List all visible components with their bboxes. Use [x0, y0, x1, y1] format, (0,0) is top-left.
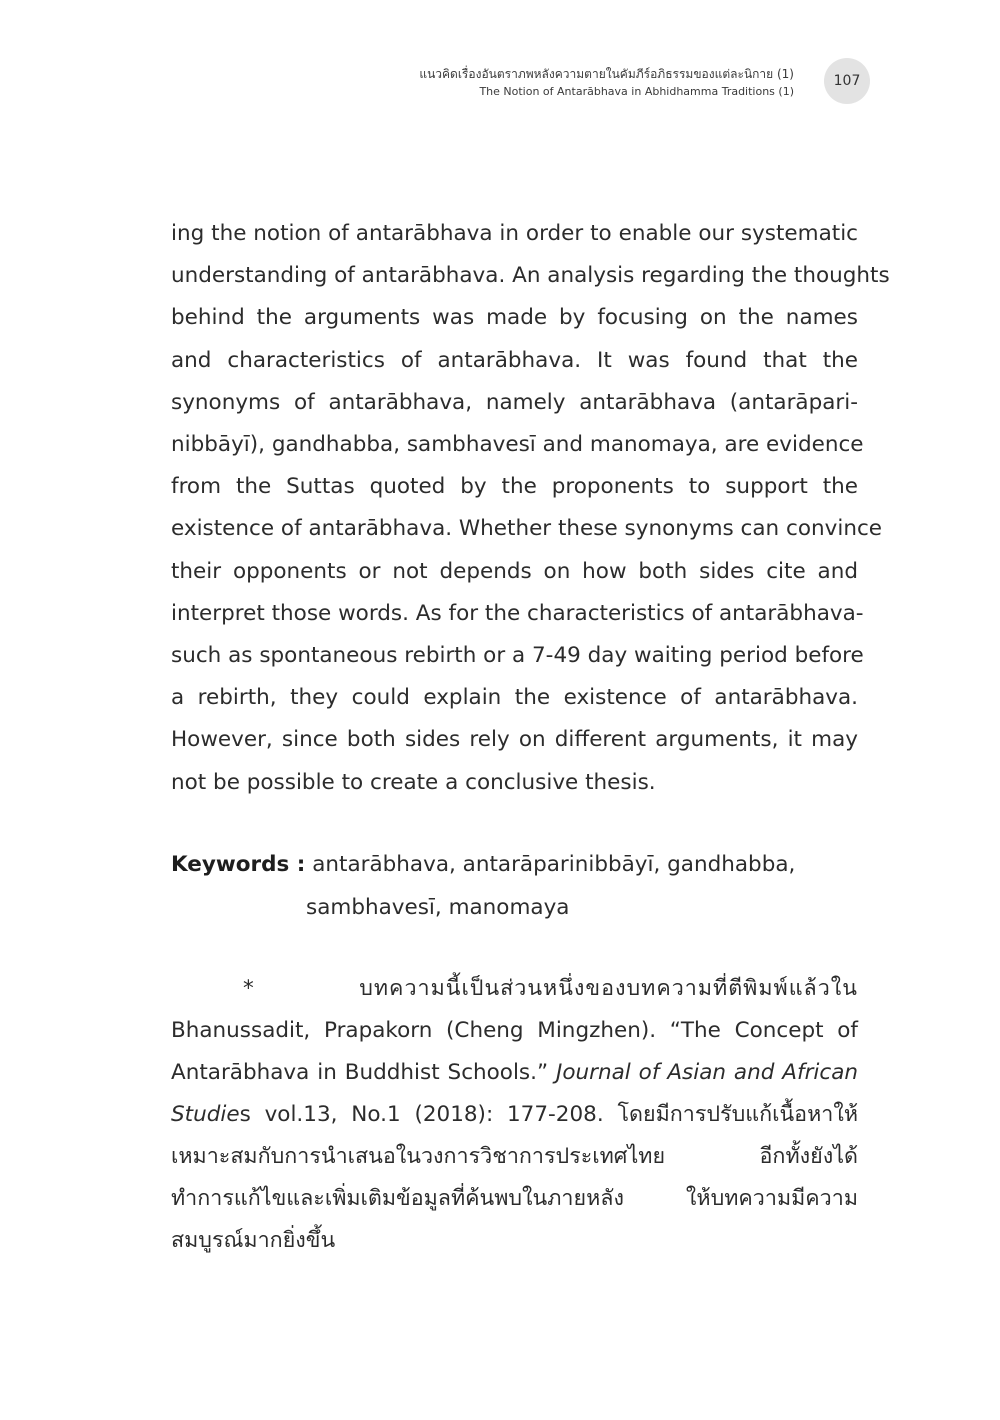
footnote-line: [171, 1094, 858, 1136]
abstract-line: their opponents or not depends on how both sides cite and: [171, 558, 858, 584]
abstract-line: However, since both sides rely on different arguments, it may: [171, 727, 858, 753]
footnote: [171, 968, 858, 1262]
keywords-list-line-1: antarābhava, antarāparinibbāyī, gandhabba,: [312, 852, 796, 877]
abstract-line: nibbāyī), gandhabba, sambhavesī and manomaya, are evidence: [171, 432, 864, 458]
keywords-row: [171, 843, 858, 886]
journal-title-italic: Journal of Asian and African: [556, 1060, 858, 1085]
abstract-line: a rebirth, they could explain the existence of antarābhava.: [171, 685, 858, 711]
keywords-label: Keywords :: [171, 852, 306, 877]
footnote-line: สมบูรณ์มากยิ่งขึ้น: [171, 1228, 336, 1253]
abstract-line: such as spontaneous rebirth or a 7-49 day waiting period before: [171, 643, 864, 669]
abstract-line: behind the arguments was made by focusing on the names: [171, 305, 858, 331]
abstract-line: synonyms of antarābhava, namely antarābhava (antarāpari-: [171, 389, 858, 415]
journal-title-italic: Studie: [171, 1102, 240, 1127]
running-header-title-thai: แนวคิดเรื่องอันตราภพหลังความตายในคัมภีร์อภิธรรมของแต่ละนิกาย (1): [419, 67, 794, 81]
footnote-citation-text: Antarābhava in Buddhist Schools.”: [171, 1060, 557, 1085]
abstract-line: and characteristics of antarābhava. It was found that the: [171, 347, 858, 373]
abstract-line: from the Suttas quoted by the proponents to support the: [171, 474, 858, 500]
footnote-line: ทำการแก้ไขและเพิ่มเติมข้อมูลที่ค้นพบในภายหลัง ให้บทความมีความ: [171, 1186, 858, 1211]
abstract-paragraph: [171, 213, 890, 804]
abstract-line: ing the notion of antarābhava in order to enable our systematic: [171, 221, 858, 246]
footnote-line: * บทความนี้เป็นส่วนหนึ่งของบทความที่ตีพิมพ์แล้วใน: [243, 976, 858, 1001]
running-header: [419, 66, 794, 100]
keywords-block: [171, 843, 858, 929]
running-header-title-english: The Notion of Antarābhava in Abhidhamma Traditions (1): [479, 85, 794, 98]
footnote-line: [171, 1052, 858, 1094]
abstract-line: not be possible to create a conclusive thesis.: [171, 769, 656, 795]
footnote-citation-text: s vol.13, No.1 (2018): 177-208. โดยมีการปรับแก้เนื้อหาให้: [239, 1102, 858, 1127]
footnote-line: เหมาะสมกับการนำเสนอในวงการวิชาการประเทศไทย อีกทั้งยังได้: [171, 1144, 858, 1169]
keywords-row-continued: [171, 886, 858, 929]
abstract-line: understanding of antarābhava. An analysis regarding the thoughts: [171, 263, 890, 289]
keywords-list-line-2: sambhavesī, manomaya: [306, 895, 570, 920]
footnote-line: Bhanussadit, Prapakorn (Cheng Mingzhen). “The Concept of: [171, 1018, 858, 1043]
abstract-line: interpret those words. As for the characteristics of antarābhava-: [171, 600, 864, 626]
abstract-line: existence of antarābhava. Whether these synonyms can convince: [171, 516, 882, 542]
page-number-badge: 107: [824, 58, 870, 104]
